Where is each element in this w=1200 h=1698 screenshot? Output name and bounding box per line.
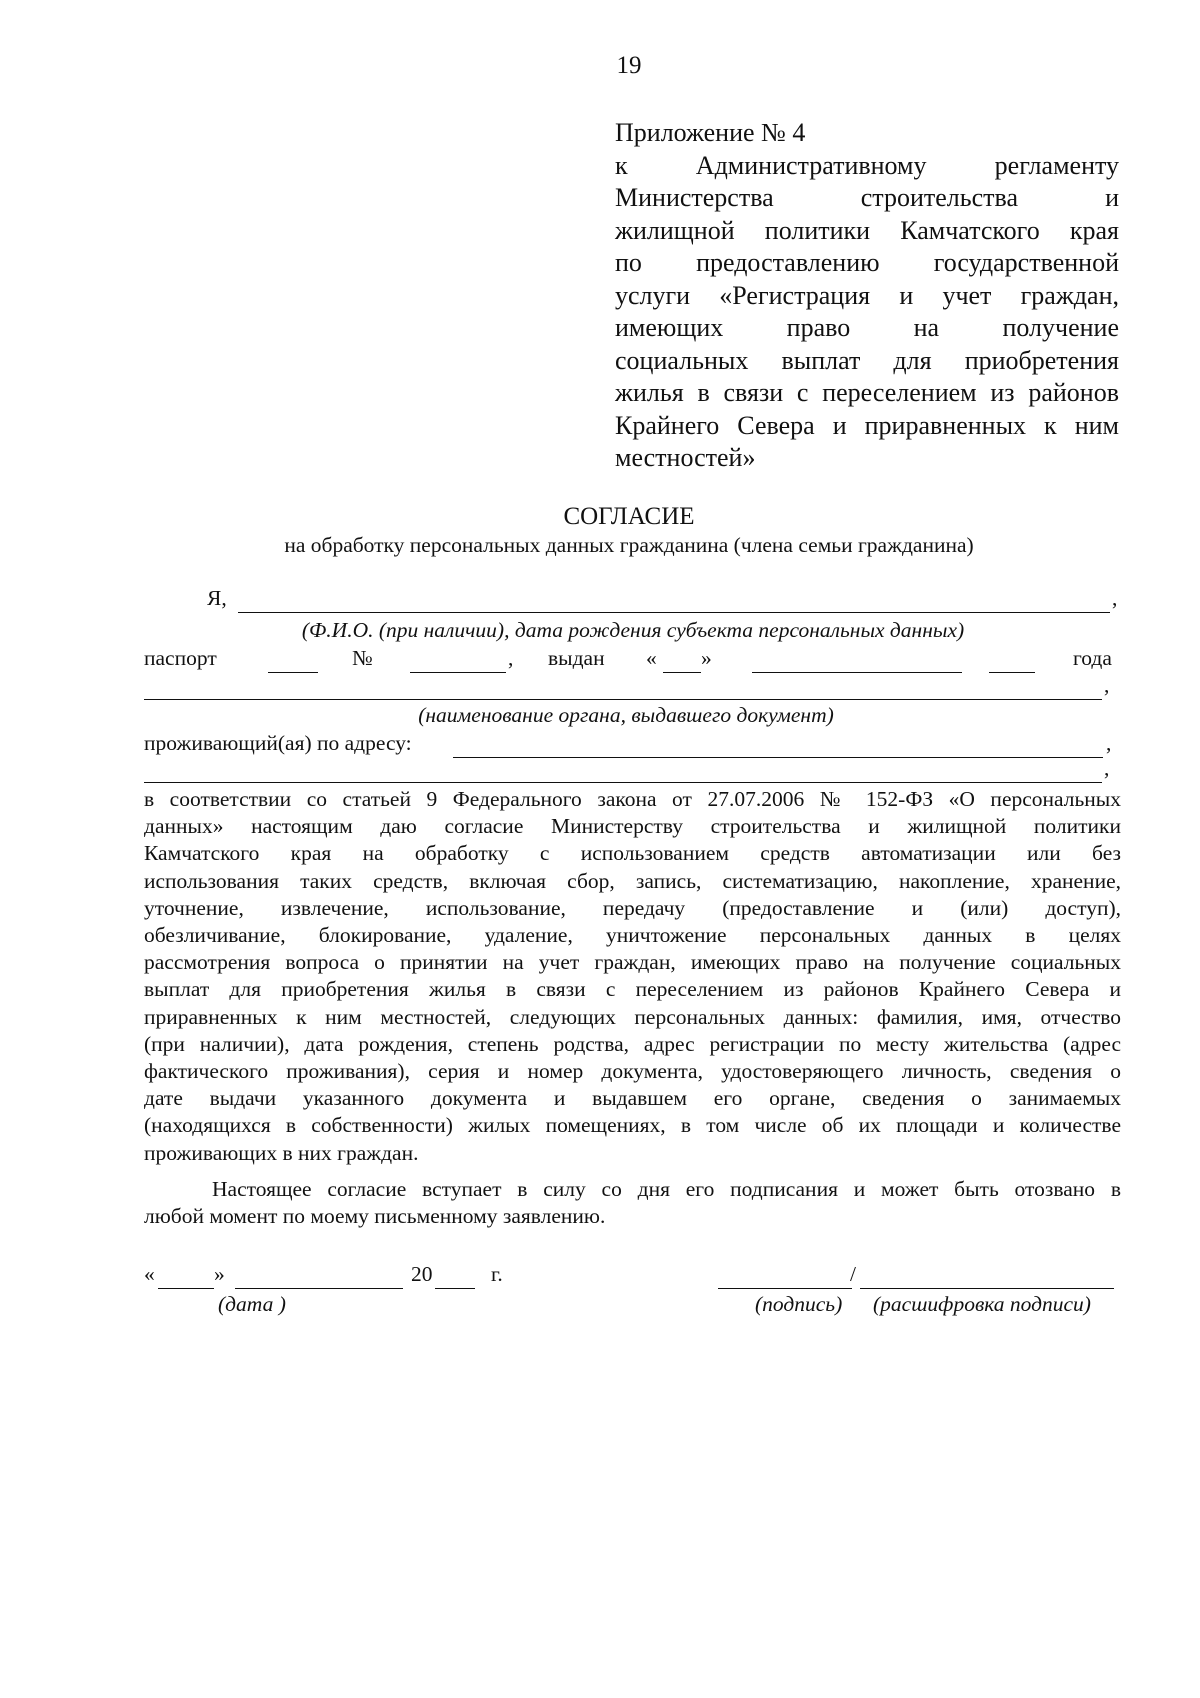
paragraph-line: данных» настоящим даю согласие Министерству строительства и жилищной политики bbox=[144, 814, 1121, 839]
appendix-line: социальных выплат для приобретения bbox=[615, 345, 1119, 375]
issuer-caption: (наименование органа, выдавшего документ) bbox=[418, 703, 834, 727]
paragraph-line: обезличивание, блокирование, удаление, уничтожение персональных данных в целях bbox=[144, 923, 1121, 948]
appendix-line: по предоставлению государственной bbox=[615, 248, 1119, 277]
ya-label: Я, bbox=[207, 586, 227, 610]
year-prefix: 20 bbox=[411, 1262, 433, 1286]
consent-paragraph bbox=[144, 786, 1121, 1167]
appendix-header bbox=[615, 117, 1119, 475]
paragraph-line: выплат для приобретения жилья в связи с переселением из районов Крайнего Севера и bbox=[144, 977, 1121, 1002]
year-label: года bbox=[1073, 646, 1112, 670]
issued-label: выдан bbox=[548, 646, 605, 670]
paragraph-line: в соответствии со статьей 9 Федерального закона от 27.07.2006 № 152-ФЗ «О персональных bbox=[144, 787, 1121, 811]
address-label: проживающий(ая) по адресу: bbox=[144, 731, 412, 755]
paragraph-line: рассмотрения вопроса о принятии на учет граждан, имеющих право на получение социальных bbox=[144, 950, 1121, 975]
year-suffix: г. bbox=[491, 1262, 503, 1286]
document-title: СОГЛАСИЕ bbox=[563, 503, 695, 530]
fio-field[interactable] bbox=[238, 612, 1110, 613]
date-caption: (дата ) bbox=[218, 1292, 286, 1316]
paragraph-line: использования таких средств, включая сбор, запись, систематизацию, накопление, хранение, bbox=[144, 868, 1121, 893]
address-field[interactable] bbox=[453, 757, 1103, 758]
appendix-line: жилищной политики Камчатского края bbox=[615, 215, 1119, 245]
paragraph-line: (при наличии), дата рождения, степень родства, адрес регистрации по месту жительства (адрес bbox=[144, 1031, 1121, 1056]
sign-day-field[interactable] bbox=[158, 1288, 214, 1289]
paragraph-line: приравненных к ним местностей, следующих персональных данных: фамилия, имя, отчество bbox=[144, 1004, 1121, 1029]
paragraph-line: уточнение, извлечение, использование, передачу (предоставление и (или) доступ), bbox=[144, 895, 1121, 920]
open-quote: « bbox=[144, 1262, 155, 1286]
number-sign: № bbox=[352, 646, 373, 670]
signature-field[interactable] bbox=[718, 1288, 852, 1289]
open-quote: « bbox=[646, 646, 657, 670]
appendix-line: местностей» bbox=[615, 443, 756, 472]
close-quote: » bbox=[214, 1262, 225, 1286]
paragraph-line: Камчатского края на обработку с использованием средств автоматизации или без bbox=[144, 841, 1121, 866]
passport-label: паспорт bbox=[144, 646, 217, 670]
paragraph-line: фактического проживания), серия и номер документа, удостоверяющего личность, сведения о bbox=[144, 1059, 1121, 1084]
sign-year-field[interactable] bbox=[435, 1288, 475, 1289]
passport-number-field[interactable] bbox=[410, 672, 506, 673]
sign-month-field[interactable] bbox=[235, 1288, 403, 1289]
comma: , bbox=[1112, 586, 1118, 610]
comma: , bbox=[508, 646, 514, 670]
validity-paragraph bbox=[144, 1176, 1121, 1230]
fio-caption: (Ф.И.О. (при наличии), дата рождения субъекта персональных данных) bbox=[301, 618, 965, 642]
paragraph-line: Настоящее согласие вступает в силу со дня его подписания и может быть отозвано в bbox=[212, 1177, 1121, 1201]
comma: , bbox=[1104, 756, 1110, 780]
appendix-line: Крайнего Севера и приравненных к ним bbox=[615, 410, 1119, 440]
signature-decoding-field[interactable] bbox=[860, 1288, 1114, 1289]
issue-day-field[interactable] bbox=[663, 672, 701, 673]
decoding-caption: (расшифровка подписи) bbox=[873, 1292, 1091, 1316]
appendix-line: жилья в связи с переселением из районов bbox=[615, 378, 1119, 407]
page-number: 19 bbox=[616, 52, 642, 79]
paragraph-line: проживающих в них граждан. bbox=[144, 1140, 419, 1165]
appendix-line: Министерства строительства и bbox=[615, 183, 1119, 212]
passport-series-field[interactable] bbox=[268, 672, 318, 673]
signature-caption: (подпись) bbox=[755, 1292, 843, 1316]
slash: / bbox=[850, 1262, 856, 1286]
document-subtitle: на обработку персональных данных гражданина (члена семьи гражданина) bbox=[284, 533, 974, 557]
comma: , bbox=[1104, 673, 1110, 697]
issuer-field[interactable] bbox=[144, 699, 1102, 700]
appendix-title: Приложение № 4 bbox=[615, 118, 806, 147]
appendix-line: к Административному регламенту bbox=[615, 150, 1119, 180]
paragraph-line: любой момент по моему письменному заявлению. bbox=[144, 1204, 606, 1229]
issue-month-field[interactable] bbox=[752, 672, 962, 673]
appendix-line: услуги «Регистрация и учет граждан, bbox=[615, 280, 1119, 310]
paragraph-line: (находящихся в собственности) жилых помещениях, в том числе об их площади и количестве bbox=[144, 1113, 1121, 1138]
appendix-line: имеющих право на получение bbox=[615, 313, 1119, 342]
comma: , bbox=[1106, 731, 1112, 755]
issue-year-field[interactable] bbox=[989, 672, 1035, 673]
address-field-continued[interactable] bbox=[144, 782, 1102, 783]
close-quote: » bbox=[701, 646, 712, 670]
paragraph-line: дате выдачи указанного документа и выдавшем его органе, сведения о занимаемых bbox=[144, 1086, 1121, 1111]
